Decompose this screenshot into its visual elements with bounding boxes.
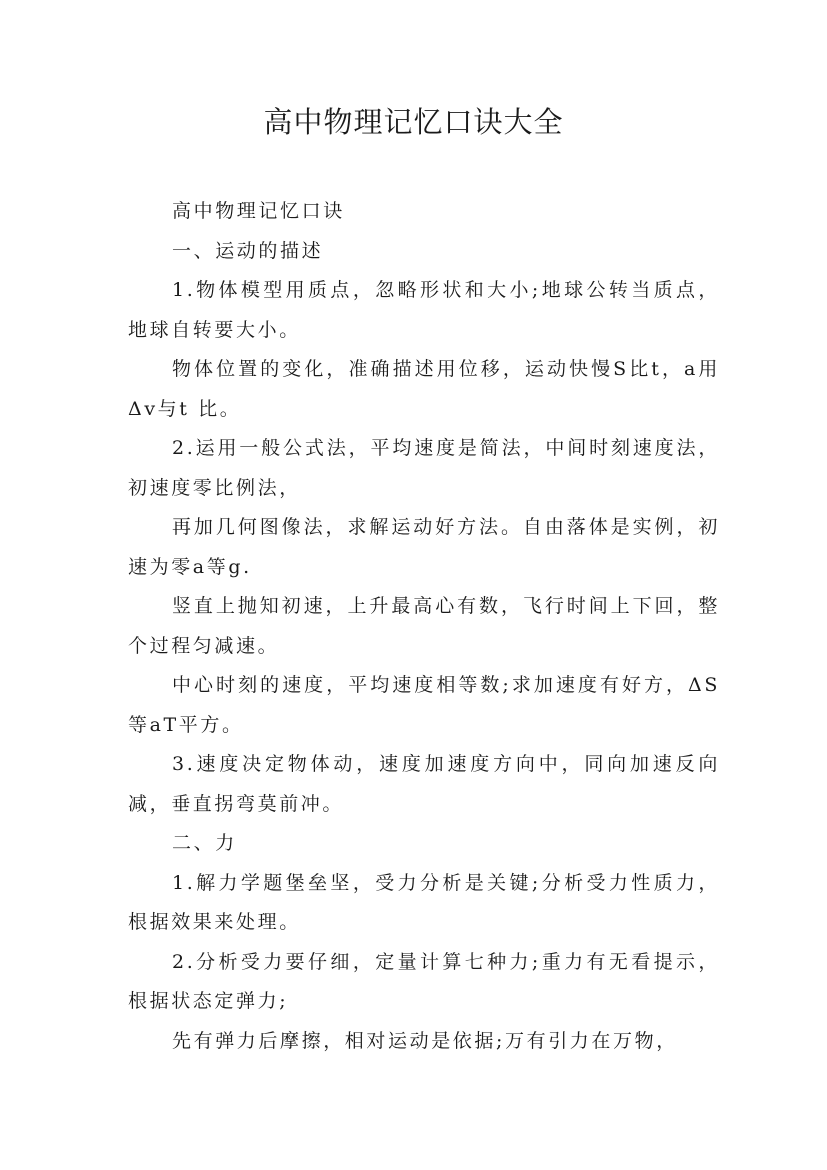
- paragraph: 再加几何图像法，求解运动好方法。自由落体是实例，初速为零a等g.: [128, 516, 720, 578]
- document-body: [128, 192, 720, 1061]
- paragraph: 竖直上抛知初速，上升最高心有数，飞行时间上下回，整个过程匀减速。: [128, 595, 720, 657]
- paragraph: 2.分析受力要仔细，定量计算七种力;重力有无看提示，根据状态定弹力;: [128, 950, 720, 1012]
- document-title: 高中物理记忆口诀大全: [263, 105, 564, 139]
- paragraph: 1.物体模型用质点，忽略形状和大小;地球公转当质点，地球自转要大小。: [128, 279, 720, 341]
- paragraph: 2.运用一般公式法，平均速度是简法，中间时刻速度法，初速度零比例法，: [128, 437, 720, 499]
- paragraph: 先有弹力后摩擦，相对运动是依据;万有引力在万物，: [172, 1029, 678, 1052]
- paragraph: 中心时刻的速度，平均速度相等数;求加速度有好方，ΔS等aT平方。: [128, 674, 720, 736]
- section-heading: 一、运动的描述: [172, 239, 324, 262]
- paragraph: 物体位置的变化，准确描述用位移，运动快慢S比t，a用Δv与t 比。: [128, 358, 720, 420]
- paragraph: 1.解力学题堡垒坚，受力分析是关键;分析受力性质力，根据效果来处理。: [128, 871, 720, 933]
- section-heading: 二、力: [172, 832, 237, 854]
- paragraph: 高中物理记忆口诀: [172, 200, 345, 222]
- paragraph: 3.速度决定物体动，速度加速度方向中，同向加速反向减，垂直拐弯莫前冲。: [128, 753, 720, 815]
